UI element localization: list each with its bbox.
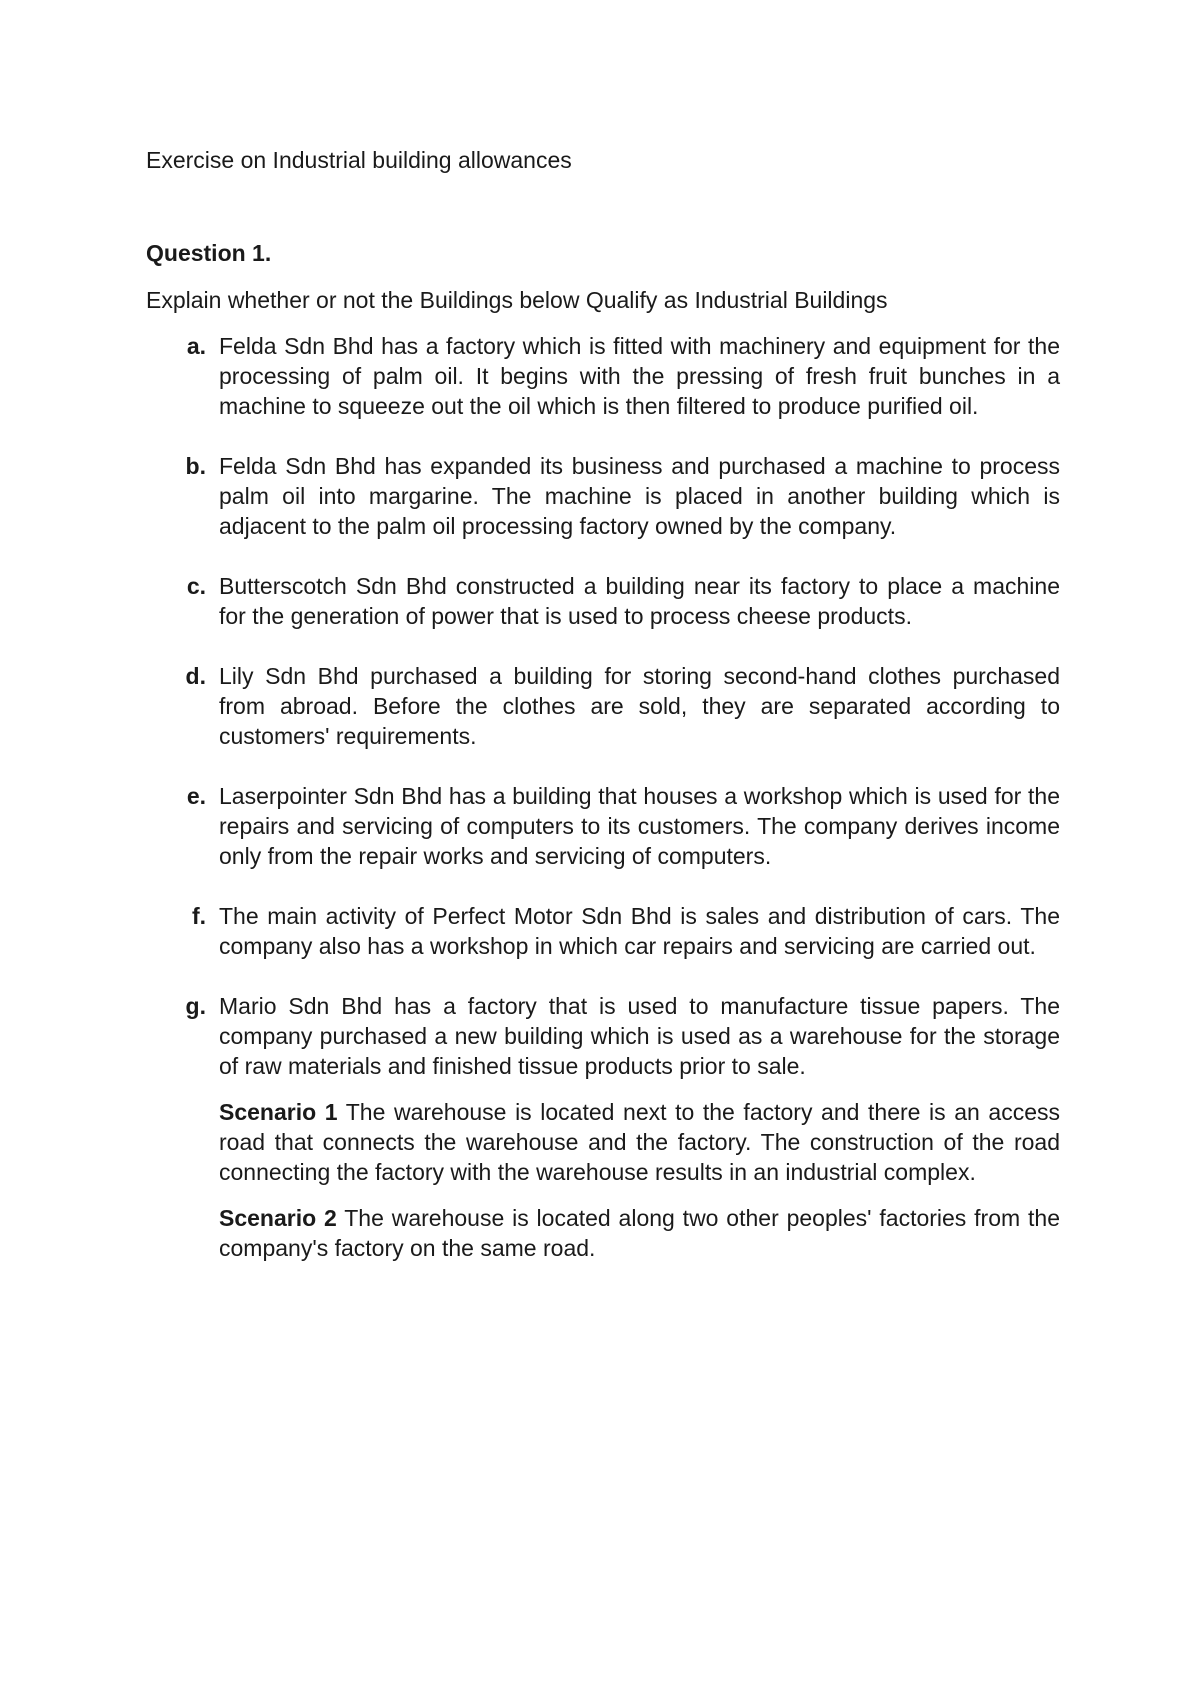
question-item-list [146,331,1060,1293]
scenario-1 [219,1097,1060,1187]
question-item-c [146,571,1060,631]
item-body [219,331,1060,421]
scenario-text: The warehouse is located next to the factory and there is an access road that connects the warehouse and the factory. The construction of the road connecting the factory with the warehouse results in an industrial complex. [219,1099,1060,1185]
question-item-g [146,991,1060,1263]
question-heading: Question 1. [146,240,272,266]
item-label: a. [186,333,206,359]
item-label: d. [185,663,206,689]
item-text: Mario Sdn Bhd has a factory that is used to manufacture tissue papers. The company purchased a new building which is used as a warehouse for the storage of raw materials and finished tissue products prior to sale. [219,993,1060,1079]
question-item-e [146,781,1060,871]
question-item-d [146,661,1060,751]
item-label: g. [185,993,206,1019]
scenario-text: The warehouse is located along two other peoples' factories from the company's factory on the same road. [219,1205,1060,1261]
item-body [219,661,1060,751]
item-label: f. [191,903,206,929]
document-title: Exercise on Industrial building allowances [146,147,572,173]
scenario-2 [219,1203,1060,1263]
scenario-label: Scenario 2 [219,1205,337,1231]
item-body [219,901,1060,961]
item-text: Laserpointer Sdn Bhd has a building that houses a workshop which is used for the repairs and servicing of computers to its customers. The company derives income only from the repair works and servicing of computers. [219,783,1060,869]
item-label: c. [186,573,206,599]
item-body [219,991,1060,1263]
question-item-a [146,331,1060,421]
item-text: Felda Sdn Bhd has expanded its business and purchased a machine to process palm oil into margarine. The machine is placed in another building which is adjacent to the palm oil processing factory owned by the company. [219,453,1060,539]
item-label: b. [185,453,206,479]
item-body [219,781,1060,871]
item-text: The main activity of Perfect Motor Sdn Bhd is sales and distribution of cars. The company also has a workshop in which car repairs and servicing are carried out. [219,903,1060,959]
item-text: Felda Sdn Bhd has a factory which is fitted with machinery and equipment for the processing of palm oil. It begins with the pressing of fresh fruit bunches in a machine to squeeze out the oil which is then filtered to produce purified oil. [219,333,1060,419]
item-text: Butterscotch Sdn Bhd constructed a building near its factory to place a machine for the generation of power that is used to process cheese products. [219,573,1060,629]
question-item-f [146,901,1060,961]
scenario-label: Scenario 1 [219,1099,338,1125]
item-body [219,451,1060,541]
item-label: e. [186,783,206,809]
item-text: Lily Sdn Bhd purchased a building for storing second-hand clothes purchased from abroad. Before the clothes are sold, they are separated according to customers' requirements. [219,663,1060,749]
question-item-b [146,451,1060,541]
item-body [219,571,1060,631]
question-instruction: Explain whether or not the Buildings below Qualify as Industrial Buildings [146,287,888,313]
